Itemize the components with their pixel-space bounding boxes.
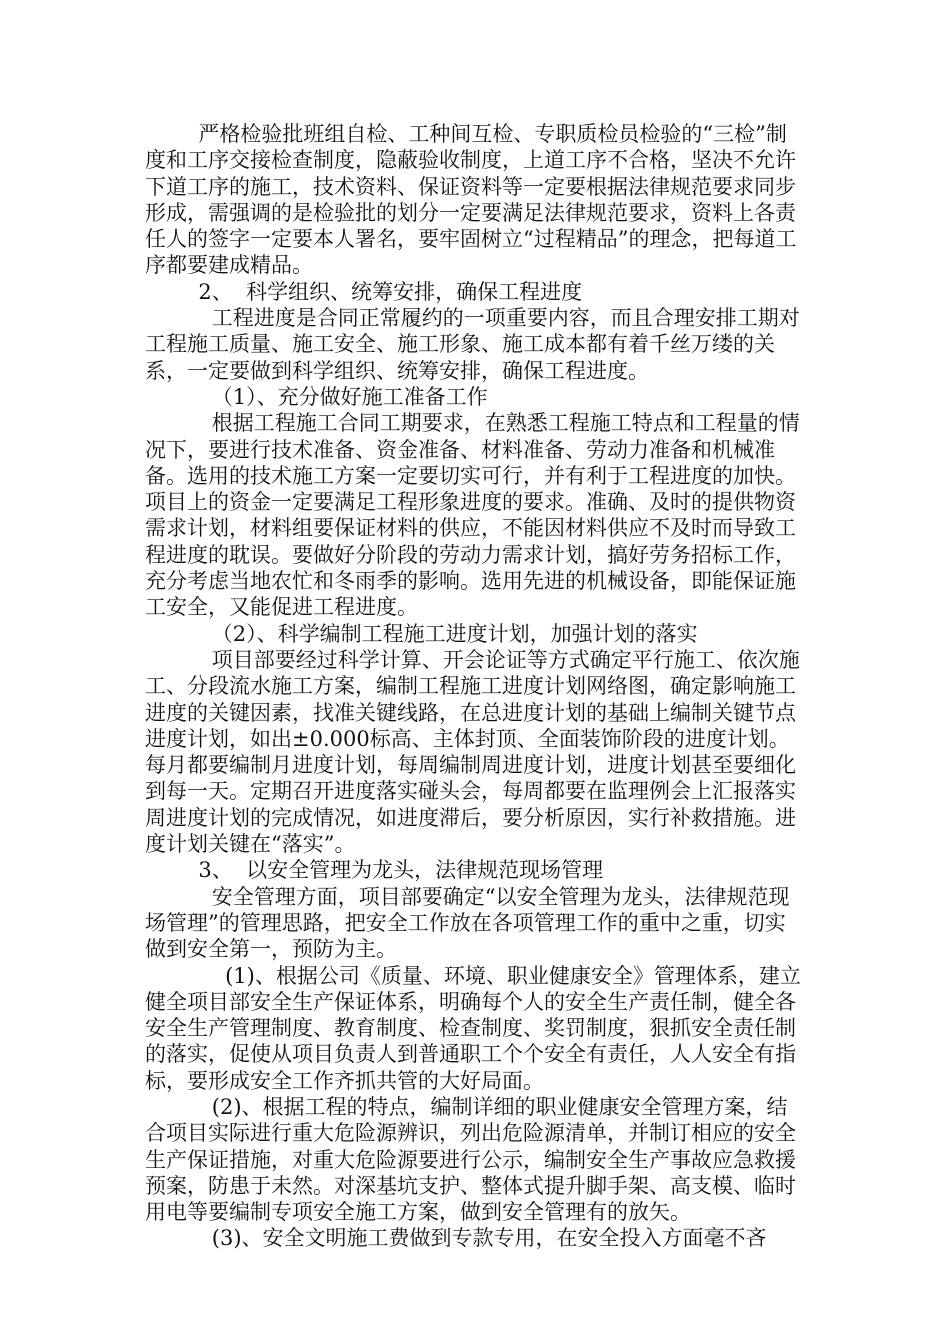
paragraph-schedule-intro: 工程进度是合同正常履约的一项重要内容，而且合理安排工期对工程施工质量、施工安全、施工形象、施工成本都有着千丝万缕的关系，一定要做到科学组织、统筹安排，确保工程进度。 <box>145 306 800 383</box>
document-body <box>145 121 805 1252</box>
subheading-schedule-plan: （2）、科学编制工程施工进度计划，加强计划的落实 <box>145 621 698 646</box>
paragraph-safety-intro: 安全管理方面，项目部要确定“以安全管理为龙头，法律规范现场管理”的管理思路，把安全工作放在各项管理工作的重中之重，切实做到安全第一，预防为主。 <box>145 884 790 962</box>
paragraph-preparation: 根据工程施工合同工期要求，在熟悉工程施工特点和工程量的情况下，要进行技术准备、资金准备、材料准备、劳动力准备和机械准备。选用的技术施工方案一定要切实可行，并有利于工程进度的加快。项目上的资金一定要满足工程形象进度的要求。准确、及时的提供物资需求计划，材料组要保证材料的供应，不能因材料供应不及时而导致工程进度的耽误。要做好分阶段的劳动力需求计划，搞好劳务招标工作，充分考虑当地农忙和冬雨季的影响。选用先进的机械设备，即能保证施工安全，又能促进工程进度。 <box>145 411 800 620</box>
paragraph-inspection-system: 严格检验批班组自检、工种间互检、专职质检员检验的“三检”制度和工序交接检查制度，隐蔽验收制度，上道工序不合格，坚决不允许下道工序的施工，技术资料、保证资料等一定要根据法律规范要求同步形成，需强调的是检验批的划分一定要满足法律规范要求，资料上各责任人的签字一定要本人署名，要牢固树立“过程精品”的理念，把每道工序都要建成精品。 <box>145 122 797 278</box>
paragraph-schedule-plan: 项目部要经过科学计算、开会论证等方式确定平行施工、依次施工、分段流水施工方案，编制工程施工进度计划网络图，确定影响施工进度的关键因素，找准关键线路，在总进度计划的基础上编制关键节点进度计划，如出±0.000标高、主体封顶、全面装饰阶段的进度计划。每月都要编制月进度计划，每周编制周进度计划，进度计划甚至要细化到每一天。定期召开进度落实碰头会，每周都要在监理例会上汇报落实周进度计划的完成情况，如进度滞后，要分析原因，实行补救措施。进度计划关键在“落实”。 <box>145 647 800 857</box>
section-heading-safety: 3、 以安全管理为龙头，法律规范现场管理 <box>145 858 604 883</box>
paragraph-hazard-plan: (2)、根据工程的特点，编制详细的职业健康安全管理方案，结合项目实际进行重大危险源辨识，列出危险源清单，并制订相应的安全生产保证措施，对重大危险源要进行公示，编制安全生产事故应急救援预案，防患于未然。对深基坑支护、整体式提升脚手架、高支模、临时用电等要编制专项安全施工方案，做到安全管理有的放矢。 <box>145 1094 796 1225</box>
paragraph-safety-funds: (3)、安全文明施工费做到专款专用，在安全投入方面毫不吝 <box>145 1226 767 1251</box>
paragraph-safety-system: (1)、根据公司《质量、环境、职业健康安全》管理体系，建立健全项目部安全生产保证体系，明确每个人的安全生产责任制，健全各安全生产管理制度、教育制度、检查制度、奖罚制度，狠抓安全责任制的落实，促使从项目负责人到普通职工个个安全有责任，人人安全有指标，要形成安全工作齐抓共管的大好局面。 <box>145 963 801 1093</box>
subheading-preparation: （1）、充分做好施工准备工作 <box>145 384 488 409</box>
section-heading-schedule: 2、 科学组织、统筹安排，确保工程进度 <box>145 279 583 304</box>
